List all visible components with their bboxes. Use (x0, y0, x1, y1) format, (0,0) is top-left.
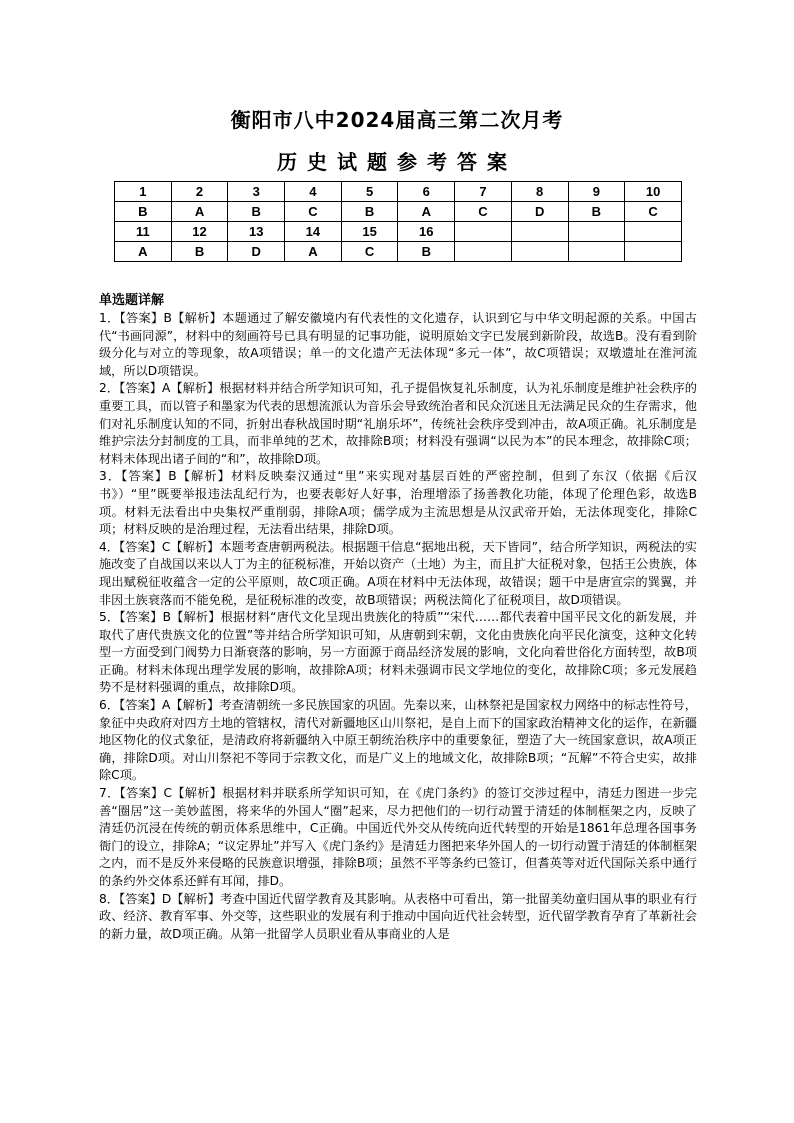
section-title: 单选题详解 (99, 293, 165, 308)
answer-cell: C (455, 202, 512, 222)
question-number-cell: 4 (285, 182, 342, 202)
question-number-cell: 15 (341, 222, 398, 242)
question-number-cell (455, 222, 512, 242)
explanation-paragraph: 1．【答案】B【解析】本题通过了解安徽境内有代表性的文化遗存，认识到它与中华文明起源的关系。中国古代“书画同源”，材料中的刻画符号已具有明显的记事功能，说明原始文字已发展到新阶段，故选B。没有看到阶级分化与对立的等现象，故A项错误；单一的文化遗产无法体现“多元一体”，故C项错误；双墩遗址在淮河流域，所以D项错误。 (99, 311, 697, 378)
explanation-paragraph: 4．【答案】C【解析】本题考查唐朝两税法。根据题干信息“据地出税，天下皆同”，结合所学知识，两税法的实施改变了自战国以来以人丁为主的征税标准，开始以资产（土地）为主，而且扩大征税对象，包括王公贵族，体现出赋税征收蕴含一定的公平原则，故C项正确。A项在材料中无法体现，故错误；题干中是唐宣宗的巽翼，并非因土族衰落而不能免税，是征税标准的改变，故B项错误；两税法简化了征税项目，故D项错误。 (99, 539, 697, 607)
answer-cell: B (398, 242, 455, 262)
answer-cell: C (625, 202, 682, 222)
question-number-cell: 14 (285, 222, 342, 242)
question-number-cell: 8 (511, 182, 568, 202)
question-number-cell: 7 (455, 182, 512, 202)
table-row (115, 182, 682, 202)
answer-cell: B (341, 202, 398, 222)
answer-cell: A (398, 202, 455, 222)
answer-cell (455, 242, 512, 262)
question-number-cell (511, 222, 568, 242)
explanations (99, 310, 697, 943)
page-subtitle: 历史试题参考答案 (277, 150, 517, 174)
question-number-cell: 6 (398, 182, 455, 202)
answer-cell (568, 242, 625, 262)
answer-cell: D (511, 202, 568, 222)
table-row (115, 222, 682, 242)
question-number-cell: 13 (228, 222, 285, 242)
answer-cell (511, 242, 568, 262)
answer-cell: B (228, 202, 285, 222)
question-number-cell (568, 222, 625, 242)
answer-table (114, 181, 682, 262)
answer-cell: B (568, 202, 625, 222)
answer-cell: A (171, 202, 228, 222)
question-number-cell: 16 (398, 222, 455, 242)
question-number-cell (625, 222, 682, 242)
answer-cell: A (285, 242, 342, 262)
explanation-paragraph: 8．【答案】D【解析】考查中国近代留学教育及其影响。从表格中可看出，第一批留美幼童归国从事的职业有行政、经济、教育军事、外交等，这些职业的发展有利于推动中国向近代社会转型，近代留学教育孕育了革新社会的新力量，故D项正确。从第一批留学人员职业看从事商业的人是 (99, 891, 697, 941)
answer-cell: D (228, 242, 285, 262)
question-number-cell: 5 (341, 182, 398, 202)
question-number-cell: 12 (171, 222, 228, 242)
table-row (115, 202, 682, 222)
explanation-paragraph: 7．【答案】C【解析】根据材料并联系所学知识可知，在《虎门条约》的签订交涉过程中，清廷力图进一步完善“圈居”这一美妙蓝图，将来华的外国人“圈”起来，尽力把他们的一切行动置于清廷的体制框架之内，反映了清廷仍沉浸在传统的朝贡体系思维中，C正确。中国近代外交从传统向近代转型的开始是1861年总理各国事务衙门的设立，排除A；“议定界址”并写入《虎门条约》是清廷力图把来华外国人的一切行动置于清廷的体制框架之内，而不是反外来侵略的民族意识增强，排除B项；虽然不平等条约已签订，但耆英等对近代国际关系中通行的条约外交体系还鲜有耳闻，排D。 (99, 786, 697, 888)
explanation-paragraph: 3．【答案】B【解析】材料反映秦汉通过“里”来实现对基层百姓的严密控制，但到了东汉（依据《后汉书》）“里”既要举报违法乱纪行为，也要表彰好人好事，治理增添了扬善教化功能，体现了伦理色彩，故选B项。材料无法看出中央集权严重削弱，排除A项；儒学成为主流思想是从汉武帝开始，无法体现变化，排除C项；材料反映的是治理过程，无法看出结果，排除D项。 (99, 469, 697, 537)
answer-cell: C (285, 202, 342, 222)
answer-cell: C (341, 242, 398, 262)
question-number-cell: 2 (171, 182, 228, 202)
question-number-cell: 11 (115, 222, 172, 242)
question-number-cell: 10 (625, 182, 682, 202)
explanation-paragraph: 5．【答案】B【解析】根据材料“唐代文化呈现出贵族化的特质”“宋代……都代表着中国平民文化的新发展，并取代了唐代贵族文化的位置”等并结合所学知识可知，从唐朝到宋朝，文化由贵族化向平民化演变，这种文化转型一方面受到门阀势力日渐衰落的影响，另一方面源于商品经济发展的影响，文化向着世俗化方面转型，故B项正确。材料未体现出理学发展的影响，故排除A项；材料未强调市民文学地位的变化，故排除C项；多元发展趋势不是材料强调的重点，故排除D项。 (99, 610, 697, 695)
question-number-cell: 9 (568, 182, 625, 202)
answer-cell (625, 242, 682, 262)
answer-cell: A (115, 242, 172, 262)
question-number-cell: 1 (115, 182, 172, 202)
table-row (115, 242, 682, 262)
answer-cell: B (171, 242, 228, 262)
explanation-paragraph: 6．【答案】A【解析】考查清朝统一多民族国家的巩固。先秦以来，山林祭祀是国家权力网络中的标志性符号，象征中央政府对四方土地的管辖权，清代对新疆地区山川祭祀，是自上而下的国家政治精神文化的运作，在新疆地区物化的仪式象征，是清政府将新疆纳入中原王朝统治秩序中的重要象征，塑造了大一统国家意识，故A项正确，排除D项。对山川祭祀不等同于宗教文化，而是广义上的地域文化，故排除B项；“瓦解”不符合史实，故排除C项。 (99, 698, 697, 783)
explanation-paragraph: 2．【答案】A【解析】根据材料并结合所学知识可知，孔子提倡恢复礼乐制度，认为礼乐制度是维护社会秩序的重要工具，而以管子和墨家为代表的思想流派认为音乐会导致统治者和民众沉迷且无法满足民众的生存需求，他们对礼乐制度认知的不同，折射出春秋战国时期“礼崩乐坏”，传统社会秩序受到冲击，故A项正确。礼乐制度是维护宗法分封制度的工具，而非单纯的艺术，故排除B项；材料没有强调“以民为本”的民本理念，故排除C项；材料未体现出诸子间的“和”，故排除D项。 (99, 381, 697, 466)
page-title: 衡阳市八中2024届高三第二次月考 (230, 108, 564, 132)
question-number-cell: 3 (228, 182, 285, 202)
answer-cell: B (115, 202, 172, 222)
